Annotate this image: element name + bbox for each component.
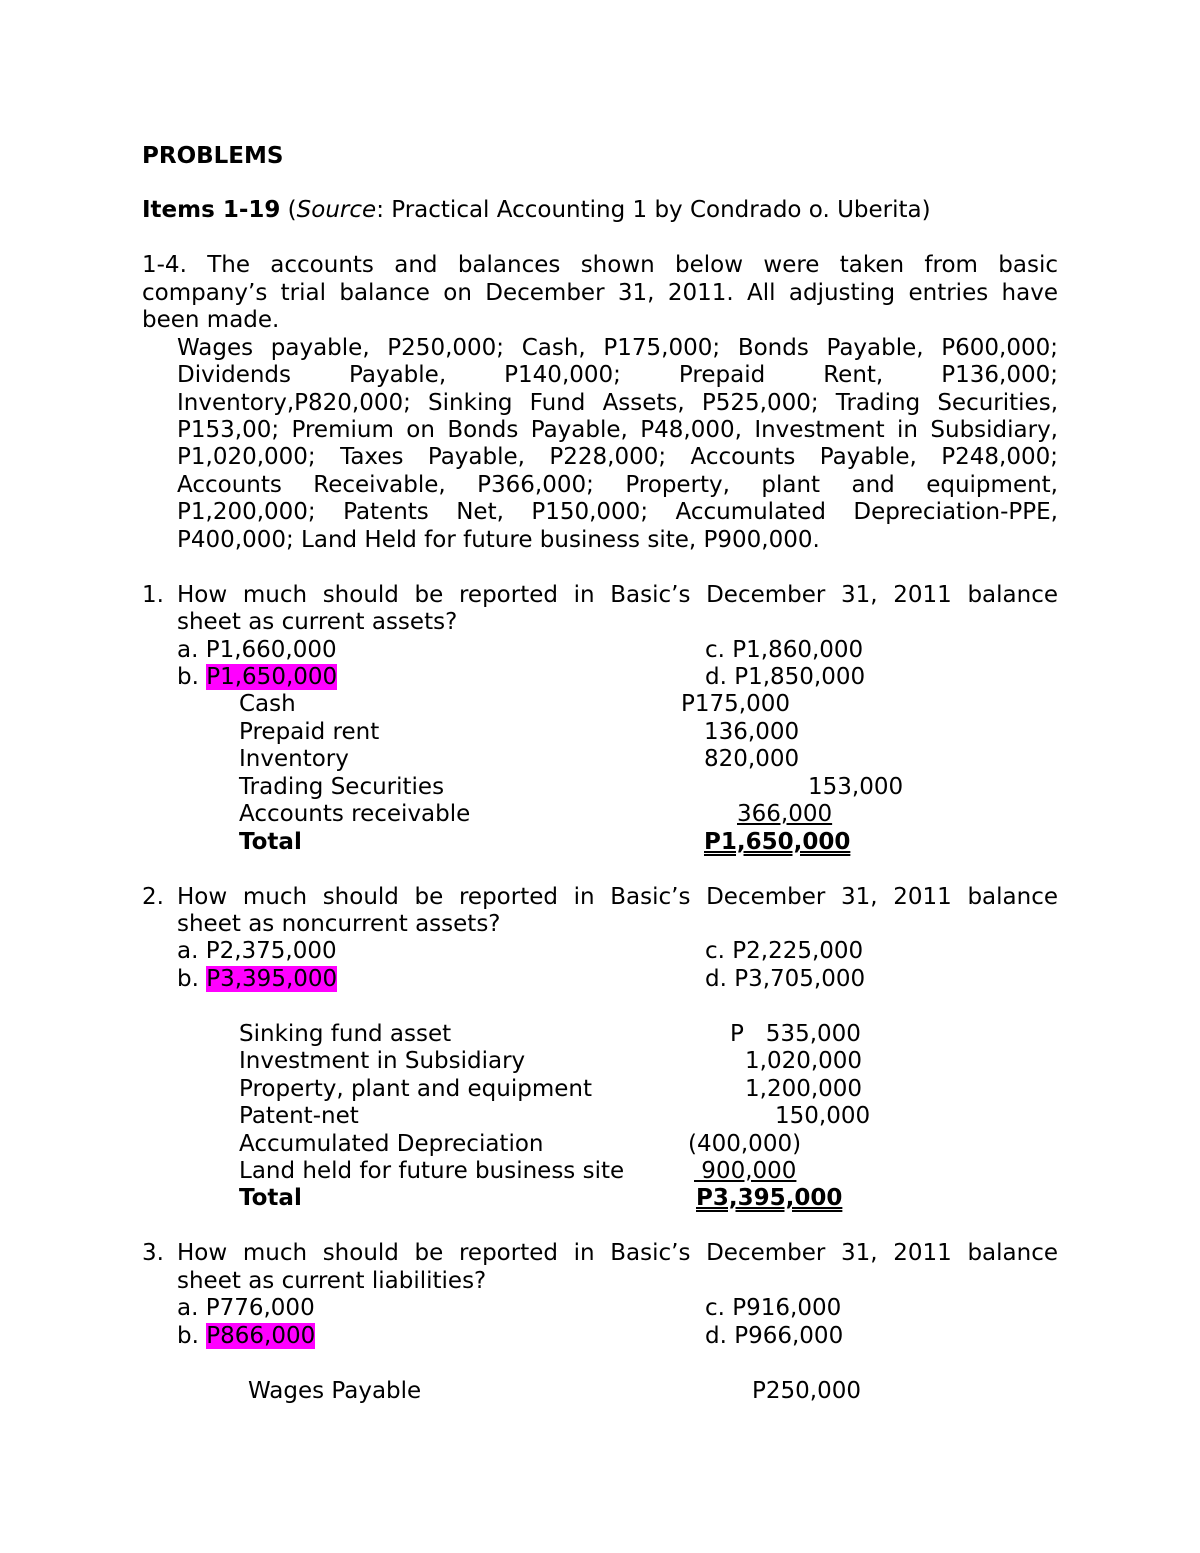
q2-row-label: Sinking fund asset [239, 1021, 452, 1047]
q2-row-label: Property, plant and equipment [239, 1076, 592, 1102]
q1-row-label: Inventory [239, 746, 349, 772]
q1-question-line-2: sheet as current assets? [177, 609, 458, 635]
intro-line-1: 1-4. The accounts and balances shown below were taken from basic [142, 252, 1058, 278]
source-text: : Practical Accounting 1 by Condrado o. Uberita) [376, 197, 931, 223]
q2-row-amount: 1,020,000 [745, 1048, 863, 1074]
balances-line: Accounts Receivable, P366,000; Property, plant and equipment, [177, 472, 1058, 498]
q1-row-label: Prepaid rent [239, 719, 380, 745]
q1-row-label: Cash [239, 691, 296, 717]
q1-row-amount: 153,000 [808, 774, 904, 800]
q1-answer-highlight: P1,650,000 [206, 664, 338, 690]
q2-answer-highlight: P3,395,000 [206, 966, 338, 992]
q3-question-line-2: sheet as current liabilities? [177, 1268, 487, 1294]
q1-row-amount: 136,000 [704, 719, 800, 745]
q2-number: 2. [142, 884, 164, 910]
q3-row-label: Wages Payable [248, 1378, 422, 1404]
balances-line: P1,200,000; Patents Net, P150,000; Accumulated Depreciation-PPE, [177, 499, 1058, 525]
balances-line: Inventory,P820,000; Sinking Fund Assets, P525,000; Trading Securities, [177, 390, 1058, 416]
q2-option-b: b. P3,395,000 [177, 966, 338, 992]
q3-answer-highlight: P866,000 [206, 1323, 316, 1349]
page-heading: PROBLEMS [142, 143, 284, 169]
q1-row-label: Accounts receivable [239, 801, 471, 827]
q1-option-b: b. P1,650,000 [177, 664, 338, 690]
q2-row-amount: 1,200,000 [745, 1076, 863, 1102]
q2-option-d: d. P3,705,000 [705, 966, 866, 992]
q2-total-label: Total [239, 1185, 302, 1211]
q1-option-a: a. P1,660,000 [177, 637, 337, 663]
q2-question-line-2: sheet as noncurrent assets? [177, 911, 501, 937]
q1-option-d: d. P1,850,000 [705, 664, 866, 690]
intro-line-3: been made. [142, 307, 280, 333]
q2-row-label: Accumulated Depreciation [239, 1131, 544, 1157]
q3-option-c: c. P916,000 [705, 1295, 842, 1321]
items-label: Items 1-19 [142, 197, 281, 223]
q1-question-line-1: How much should be reported in Basic’s December 31, 2011 balance [177, 582, 1058, 608]
q3-row-amount: P250,000 [752, 1378, 861, 1404]
q1-row-amount: P175,000 [681, 691, 790, 717]
q3-number: 3. [142, 1240, 164, 1266]
open-paren: ( [280, 197, 297, 223]
q2-option-a: a. P2,375,000 [177, 938, 337, 964]
q1-row-label: Trading Securities [239, 774, 445, 800]
q1-number: 1. [142, 582, 164, 608]
intro-line-2: company’s trial balance on December 31, 2011. All adjusting entries have [142, 280, 1058, 306]
balances-line: Dividends Payable, P140,000; Prepaid Rent, P136,000; [177, 362, 1058, 388]
source-label: Source [296, 197, 377, 223]
q1-option-c: c. P1,860,000 [705, 637, 864, 663]
q1-total-amount: P1,650,000 [704, 829, 851, 855]
q3-question-line-1: How much should be reported in Basic’s December 31, 2011 balance [177, 1240, 1058, 1266]
q1-total-label: Total [239, 829, 302, 855]
q3-option-b: b. P866,000 [177, 1323, 316, 1349]
q2-row-amount: 150,000 [775, 1103, 871, 1129]
items-source-line [142, 196, 931, 224]
q2-option-c: c. P2,225,000 [705, 938, 864, 964]
q2-total-amount: P3,395,000 [696, 1185, 843, 1211]
q2-row-amount: P 535,000 [730, 1021, 861, 1047]
q2-row-label: Patent-net [239, 1103, 359, 1129]
q1-row-amount: 820,000 [704, 746, 800, 772]
q2-row-label: Land held for future business site [239, 1158, 625, 1184]
q2-question-line-1: How much should be reported in Basic’s December 31, 2011 balance [177, 884, 1058, 910]
q3-option-a: a. P776,000 [177, 1295, 315, 1321]
balances-line: P1,020,000; Taxes Payable, P228,000; Accounts Payable, P248,000; [177, 444, 1058, 470]
q2-row-amount: (400,000) [688, 1131, 802, 1157]
balances-line: P400,000; Land Held for future business site, P900,000. [177, 527, 820, 553]
q2-row-amount: 900,000 [694, 1158, 797, 1184]
q3-option-d: d. P966,000 [705, 1323, 844, 1349]
balances-line: P153,00; Premium on Bonds Payable, P48,000, Investment in Subsidiary, [177, 417, 1058, 443]
balances-line: Wages payable, P250,000; Cash, P175,000; Bonds Payable, P600,000; [177, 335, 1058, 361]
q2-row-label: Investment in Subsidiary [239, 1048, 526, 1074]
q1-row-amount: 366,000 [737, 801, 833, 827]
